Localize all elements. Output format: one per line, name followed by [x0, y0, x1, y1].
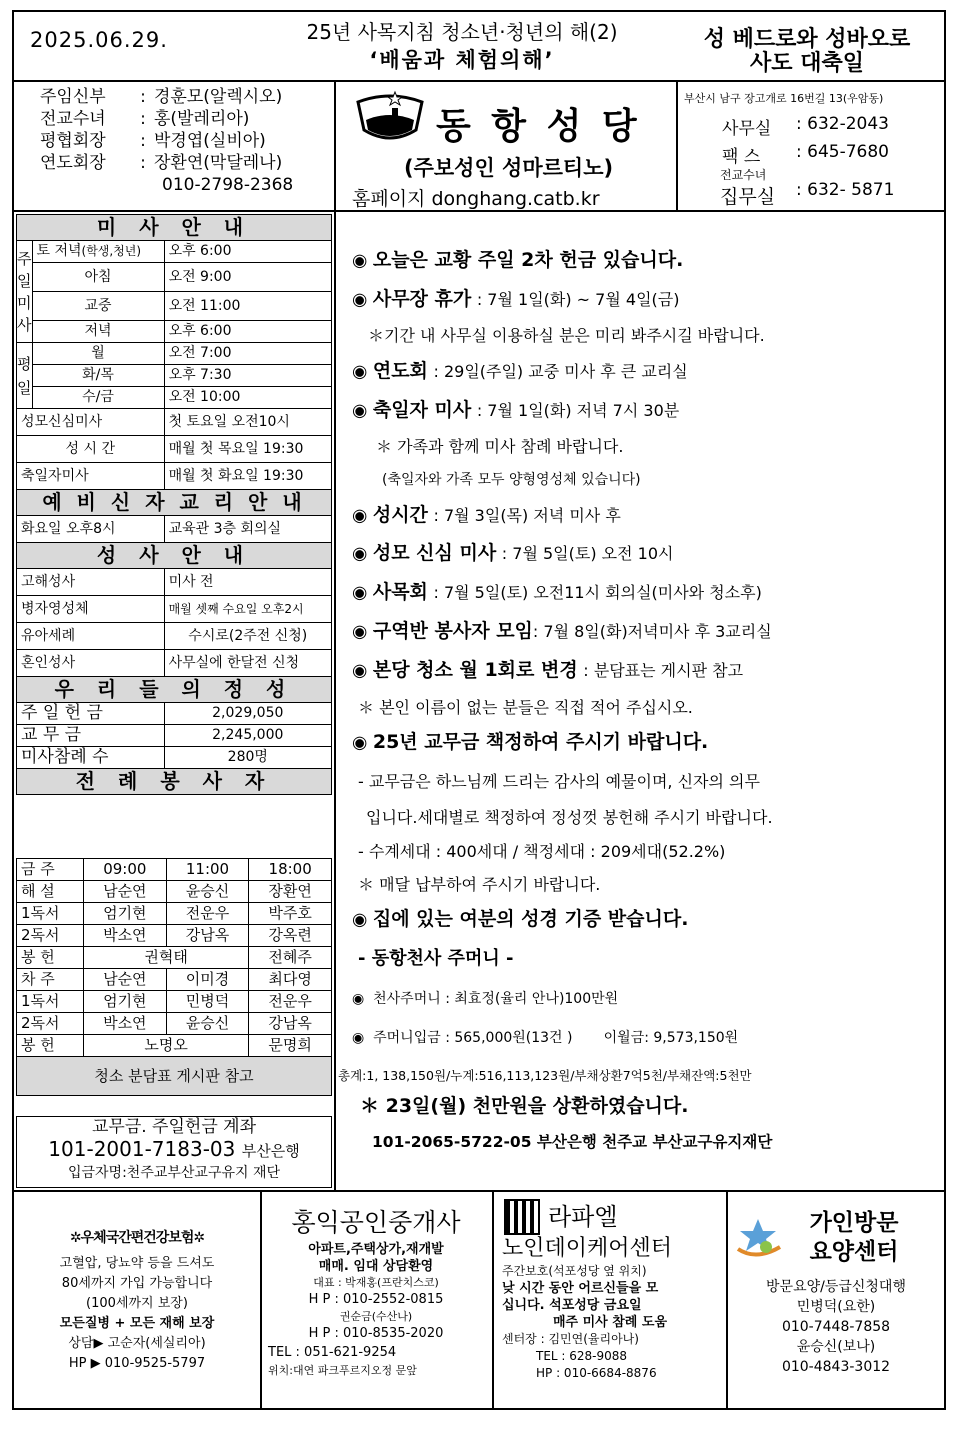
- account-box: 교무금. 주일헌금 계좌 101-2001-7183-03 부산은행 입금자명:천주교부산교구유지 재단: [16, 1116, 332, 1188]
- ad-homecare: 가인방문 요양센터 방문요양/등급신청대행 민병덕(요한) 010-7448-7858 윤승신(보나) 010-4843-3012: [728, 1195, 944, 1407]
- announcement: ◉ 사목회 : 7월 5일(토) 오전11시 회의실(미사와 청소후): [352, 581, 762, 603]
- office-label: 사무실: [722, 119, 772, 139]
- mass-title: 미 사 안 내: [17, 215, 332, 241]
- announcement: ◉ 연도회 : 29일(주일) 교중 미사 후 큰 교리실: [352, 360, 688, 382]
- catechumen-title: 예 비 신 자 교 리 안 내: [17, 490, 332, 516]
- sacrament-row: 유아세례 수시로(2주전 신청): [17, 623, 332, 650]
- nun-label: 집무실: [720, 186, 776, 208]
- staff-row: 평협회장 : 박경엽(실비아): [40, 131, 266, 151]
- announcement: ◉ 본당 청소 월 1회로 변경 : 분담표는 게시판 참고: [352, 659, 744, 681]
- sacrament-row: 병자영성체 매월 셋째 수요일 오후2시: [17, 596, 332, 623]
- mass-row: 저녁 오후 6:00: [17, 321, 332, 343]
- offering-row: 교 무 금 2,245,000: [17, 725, 332, 747]
- ministry-row: 2독서 박소연 윤승신 강남옥: [17, 1013, 332, 1035]
- homecare-logo-icon: [736, 1217, 782, 1261]
- sunday-mass-label: 주 일 미 사: [17, 241, 33, 343]
- sacraments-title: 성 사 안 내: [17, 543, 332, 569]
- staff-phone: 010-2798-2368: [162, 175, 294, 195]
- announcement-note: (축일자와 가족 모두 양형영성체 있습니다): [382, 472, 641, 488]
- church-logo: [352, 90, 428, 150]
- announcement-note: ＊ 가족과 함께 미사 참례 바랍니다.: [376, 437, 624, 456]
- offering-row: 미사참례 수 280명: [17, 747, 332, 769]
- announcement: ◉ 오늘은 교황 주일 2차 헌금 있습니다.: [352, 249, 684, 271]
- ministry-header-row: 금 주 09:00 11:00 18:00: [17, 859, 332, 881]
- catechumen-row: 화요일 오후8시 교육관 3층 회의실: [17, 516, 332, 543]
- weekday-mass-label: 평 일: [17, 343, 33, 409]
- mass-row: 평 일 월 오전 7:00: [17, 343, 332, 365]
- staff-row: 전교수녀 : 홍(발레리아): [40, 109, 250, 129]
- mass-row: 수/금 오전 10:00: [17, 387, 332, 409]
- nun-label-small: 전교수녀: [720, 168, 767, 182]
- angel-line: ◉ 천사주머니 : 최효정(율리 안나)100만원: [352, 991, 619, 1007]
- special-mass-row: 성모신심미사 첫 토요일 오전10시: [17, 409, 332, 436]
- debt-account: 101-2065-5722-05 부산은행 천주교 부산교구유지재단: [372, 1133, 773, 1151]
- qr-code-icon: [504, 1199, 540, 1235]
- fax-label: 팩 스: [722, 147, 761, 167]
- staff-list: [40, 86, 330, 196]
- ad-realty: 홍익공인중개사 아파트,주택상가,재개발 매매. 임대 상담환영 대표 : 박재홍(프란치스코) H P : 010-2552-0815 권순금(수산나) H P : 010-8535-2020 TEL : 051-621-9254 위치:대연 파크푸르지오정 문앞: [268, 1208, 461, 1377]
- offerings-title: 우 리 들 의 정 성: [17, 677, 332, 703]
- announcement: ◉ 구역반 봉사자 모임: 7월 8일(화)저녁미사 후 3교리실: [352, 620, 772, 642]
- announcement: ◉ 집에 있는 여분의 성경 기증 받습니다.: [352, 908, 689, 930]
- announcement: ◉ 축일자 미사 : 7월 1일(화) 저녁 7시 30분: [352, 399, 680, 421]
- announcement: ◉ 성모 신심 미사 : 7월 5일(토) 오전 10시: [352, 542, 674, 564]
- staff-row: 주임신부 : 경훈모(알렉시오): [40, 87, 283, 107]
- angel-line: ◉ 주머니입금 : 565,000원(13건 ) 이월금: 9,573,150원: [352, 1030, 739, 1046]
- announcement: ◉ 25년 교무금 책정하여 주시기 바랍니다.: [352, 731, 709, 753]
- ad-daycare: 라파엘 노인데이케어센터 주간보호(석포성당 옆 위치) 낮 시간 동안 어르신들을 모 십니다. 석포성당 금요일 매주 미사 참례 도움 센터장 : 김민연(율리아나) TEL : 628-9088 HP : 010-6684-8876: [496, 1195, 724, 1407]
- header-theme-2: ‘배움과 체험의해’: [369, 48, 555, 72]
- header-feast-2: 사도 대축일: [750, 51, 864, 76]
- church-patron: (주보성인 성마르티노): [404, 156, 614, 180]
- fax-number: : 645-7680: [796, 142, 889, 162]
- announcement-note: ＊ 본인 이름이 없는 분들은 직접 적어 주십시오.: [358, 698, 693, 717]
- debt-total: 총계:1, 138,150원/누계:516,113,123원/부채상환7억5천/부채잔액:5천만: [338, 1068, 752, 1083]
- special-mass-row: 축일자미사 매월 첫 화요일 19:30: [17, 463, 332, 490]
- mass-row: 주 일 미 사 토 저녁(학생,청년) 오후 6:00: [17, 241, 332, 263]
- tithe-note: - 교무금은 하느님께 드리는 감사의 예물이며, 신자의 의무: [358, 772, 760, 791]
- ministry-title: 전 례 봉 사 자: [17, 769, 332, 795]
- church-homepage[interactable]: 홈페이지 donghang.catb.kr: [352, 188, 600, 210]
- ministry-row: 봉 헌 노명오 문명희: [17, 1035, 332, 1057]
- mass-row: 아침 오전 9:00: [17, 263, 332, 292]
- cleaning-note: 청소 분담표 게시판 참고: [17, 1057, 332, 1096]
- sacrament-row: 고해성사 미사 전: [17, 569, 332, 596]
- header-theme-1: 25년 사목지침 청소년·청년의 해(2): [306, 20, 618, 44]
- church-name: 동 항 성 당: [436, 106, 641, 147]
- ad-insurance: ✲우체국간편건강보험✲ 고혈압, 당뇨약 등을 드셔도 80세까지 가입 가능합니다 (100세까지 보장) 모든질병 + 모든 재해 보장 상담▶ 고순자(세실리아) HP ▶ 010-9525-5797: [59, 1230, 215, 1371]
- angel-title: - 동항천사 주머니 -: [358, 948, 514, 969]
- header-feast-1: 성 베드로와 성바오로: [703, 27, 911, 52]
- ministry-table: [16, 858, 332, 1096]
- debt-repaid: ＊ 23일(월) 천만원을 상환하였습니다.: [360, 1095, 689, 1117]
- church-address: 부산시 남구 장고개로 16번길 13(우암동): [684, 92, 884, 105]
- ministry-row: 1독서 엄기현 전운우 박주호: [17, 903, 332, 925]
- tithe-note: ＊ 매달 납부하여 주시기 바랍니다.: [358, 875, 601, 894]
- special-mass-row: 성 시 간 매월 첫 목요일 19:30: [17, 436, 332, 463]
- staff-row: 연도회장 : 장환연(막달레나): [40, 153, 283, 173]
- ministry-row: 1독서 엄기현 민병덕 전운우: [17, 991, 332, 1013]
- ministry-row: 차 주 남순연 이미경 최다영: [17, 969, 332, 991]
- office-phone: : 632-2043: [796, 114, 889, 134]
- ministry-row: 해 설 남순연 윤승신 장환연: [17, 881, 332, 903]
- announcement: ◉ 성시간 : 7월 3일(목) 저녁 미사 후: [352, 504, 621, 526]
- mass-row: 화/목 오후 7:30: [17, 365, 332, 387]
- offering-row: 주 일 헌 금 2,029,050: [17, 703, 332, 725]
- info-table: [16, 214, 332, 795]
- ministry-row: 봉 헌 권혁태 전혜주: [17, 947, 332, 969]
- tithe-note: 입니다.세대별로 책정하여 정성껏 봉헌해 주시기 바랍니다.: [366, 808, 773, 827]
- announcement: ◉ 사무장 휴가 : 7월 1일(화) ~ 7월 4일(금): [352, 288, 680, 310]
- nun-phone: : 632- 5871: [796, 180, 895, 200]
- header-date: 2025.06.29.: [30, 28, 168, 52]
- announcement-note: ＊기간 내 사무실 이용하실 분은 미리 봐주시길 바랍니다.: [368, 326, 765, 345]
- tithe-note: - 수계세대 : 400세대 / 책정세대 : 209세대(52.2%): [358, 842, 726, 861]
- ministry-row: 2독서 박소연 강남옥 강옥련: [17, 925, 332, 947]
- sacrament-row: 혼인성사 사무실에 한달전 신청: [17, 650, 332, 677]
- mass-row: 교중 오전 11:00: [17, 292, 332, 321]
